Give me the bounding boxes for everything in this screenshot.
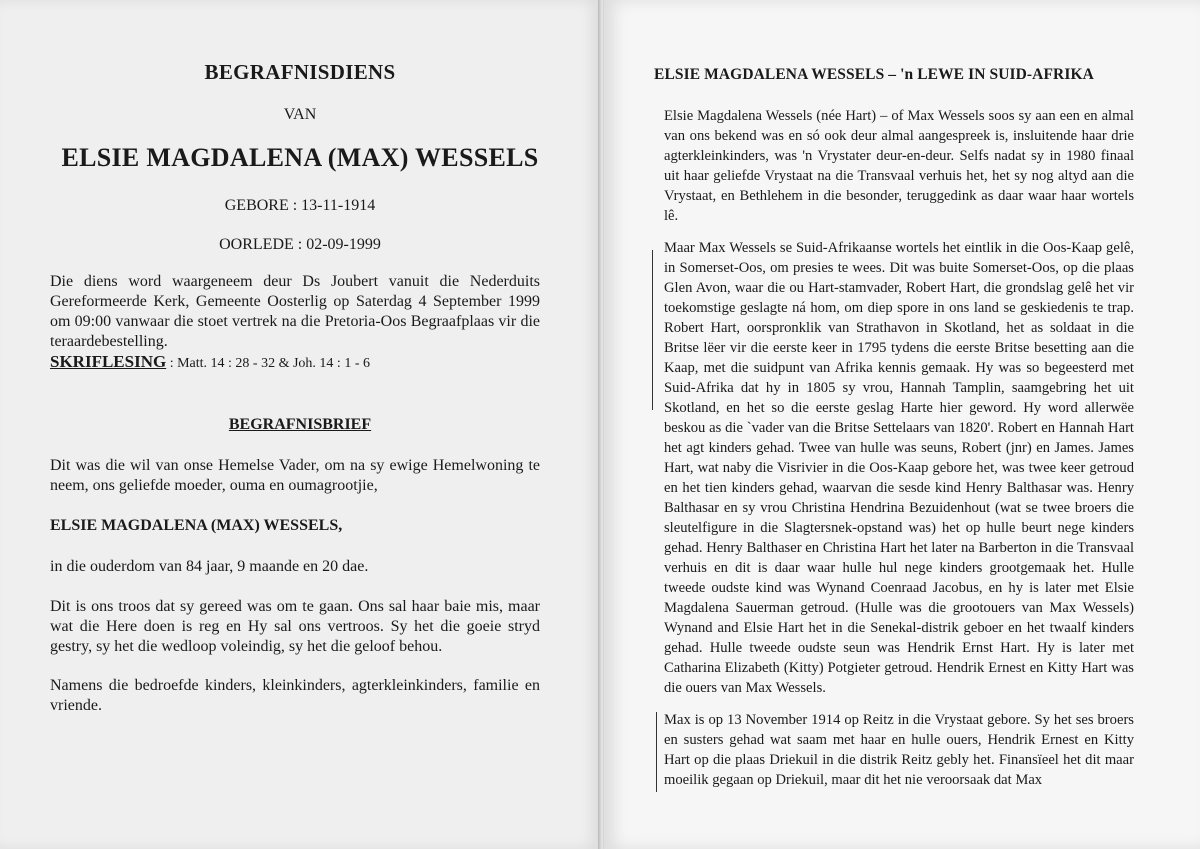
scripture-refs: : Matt. 14 : 28 - 32 & Joh. 14 : 1 - 6 (166, 356, 370, 371)
scripture-label: SKRIFLESING (50, 352, 167, 371)
margin-pen-mark (656, 712, 657, 792)
service-details: Die diens word waargeneem deur Ds Joubert vanuit die Nederduits Gereformeerde Kerk, Gemeente Oosterlig op Saterdag 4 September 1999 om 09:00 vanwaar die stoet vertrek na die Pretoria-Oos Begraafplaas vir die teraardebestelling. (50, 273, 540, 350)
letter-name: ELSIE MAGDALENA (MAX) WESSELS, (50, 517, 343, 534)
biography-paragraph-3: Max is op 13 November 1914 op Reitz in die Vrystaat gebore. Sy het ses broers en susters gehad wat saam met haar en hulle ouers, Hendrik Ernest en Kitty Hart op die plaas Driekuil in die distrik Reitz gebly het. Finansïeel het dit maar moeilik gegaan op Driekuil, maar dit het nie veroorsaak dat Max (664, 712, 1134, 788)
next-page-bleed (1178, 40, 1200, 840)
biography-heading: ELSIE MAGDALENA WESSELS – 'n LEWE IN SUID-AFRIKA (654, 66, 1094, 83)
birth-date: GEBORE : 13-11-1914 (224, 197, 376, 214)
scripture-line (50, 352, 540, 374)
letter-intro: Dit was die wil van onse Hemelse Vader, om na sy ewige Hemelwoning te neem, ons geliefde moeder, ouma en oumagrootjie, (50, 457, 540, 494)
margin-pen-mark (652, 250, 653, 410)
van-label: VAN (283, 106, 317, 123)
biography-paragraph-1: Elsie Magdalena Wessels (née Hart) – of Max Wessels soos sy aan een en almal van ons bekend was en só ook deur almal aangespreek is, insluitende haar drie agterkleinkinders, was 'n Vrystater deur-en-deur. Selfs nadat sy in 1980 finaal uit haar geliefde Vrystaat na die Transvaal verhuis het, het sy nog altyd aan die Vrystaat, en Bethlehem in die besonder, teruggedink as daar waar haar wortels lê. (664, 108, 1134, 224)
age-line: in die ouderdom van 84 jaar, 9 maande en 20 dae. (50, 558, 369, 575)
service-title: BEGRAFNISDIENS (204, 60, 396, 84)
deceased-name: ELSIE MAGDALENA (MAX) WESSELS (61, 143, 539, 172)
biography-paragraph-2: Maar Max Wessels se Suid-Afrikaanse wortels het eintlik in die Oos-Kaap gelê, in Somerset-Oos, om presies te wees. Dit was buite Somerset-Oos, op die plaas Glen Avon, waar die ou Hart-stamvader, Robert Hart, die grondslag gelê het vir toekomstige geslagte ná hom, om diep spore in ons land se geskiedenis te trap. Robert Hart, oorspronklik van Strathavon in Skotland, het as soldaat in die Britse lëer vir die eerste keer in 1795 tydens die eerste Britse besetting aan die Kaap, met die suidpunt van Afrika kennis gemaak. Hy was so begeesterd met Suid-Afrika dat hy in 1805 sy vrou, Hannah Tamplin, saamgebring het uit Skotland, en het so die eerste geslag Harte hier geword. Hy word allerwëe beskou as die `vader van die Britse Settelaars van 1820'. Robert en Hannah Hart het agt kinders gehad. Twee van hulle was seuns, Robert (jnr) en James. James Hart, wat naby die Visrivier in die Oos-Kaap gebore het, was twee keer getroud en het tien kinders gehad, waarvan die sesde kind Henry Balthasar was. Henry Balthasar en sy vrou Christina Hendrina Bezuidenhout (wat se twee broers die sleutelfigure in die Slagtersnek-opstand was) het op hulle beurt nege kinders gehad. Henry Balthaser en Christina Hart het later na Barberton in die Transvaal verhuis en dit is daar waar hulle hul nege kinders grootgemaak het. Hulle tweede oudste kind was Wynand Coenraad Jacobus, en hy is later met Elsie Magdalena Sauerman getroud. (Hulle was die grootouers van Max Wessels) Wynand and Elsie Hart het in die Senekal-distrik geboer en het twaalf kinders gehad. Hulle tweede oudste seun was Hendrik Ernst Hart. Hy is later met Catharina Elizabeth (Kitty) Potgieter getroud. Hendrik Ernest en Kitty Hart was die ouers van Max Wessels. (664, 240, 1134, 696)
right-page (604, 0, 1200, 849)
letter-heading: BEGRAFNISBRIEF (228, 416, 372, 433)
on-behalf-paragraph: Namens die bedroefde kinders, kleinkinders, agterkleinkinders, familie en vriende. (50, 677, 540, 714)
death-date: OORLEDE : 02-09-1999 (219, 236, 381, 253)
comfort-paragraph: Dit is ons troos dat sy gereed was om te gaan. Ons sal haar baie mis, maar wat die Here doen is reg en Hy sal ons vertroos. Sy het die goeie stryd gestry, sy het die wedloop voleindig, sy het die geloof behou. (50, 598, 540, 655)
